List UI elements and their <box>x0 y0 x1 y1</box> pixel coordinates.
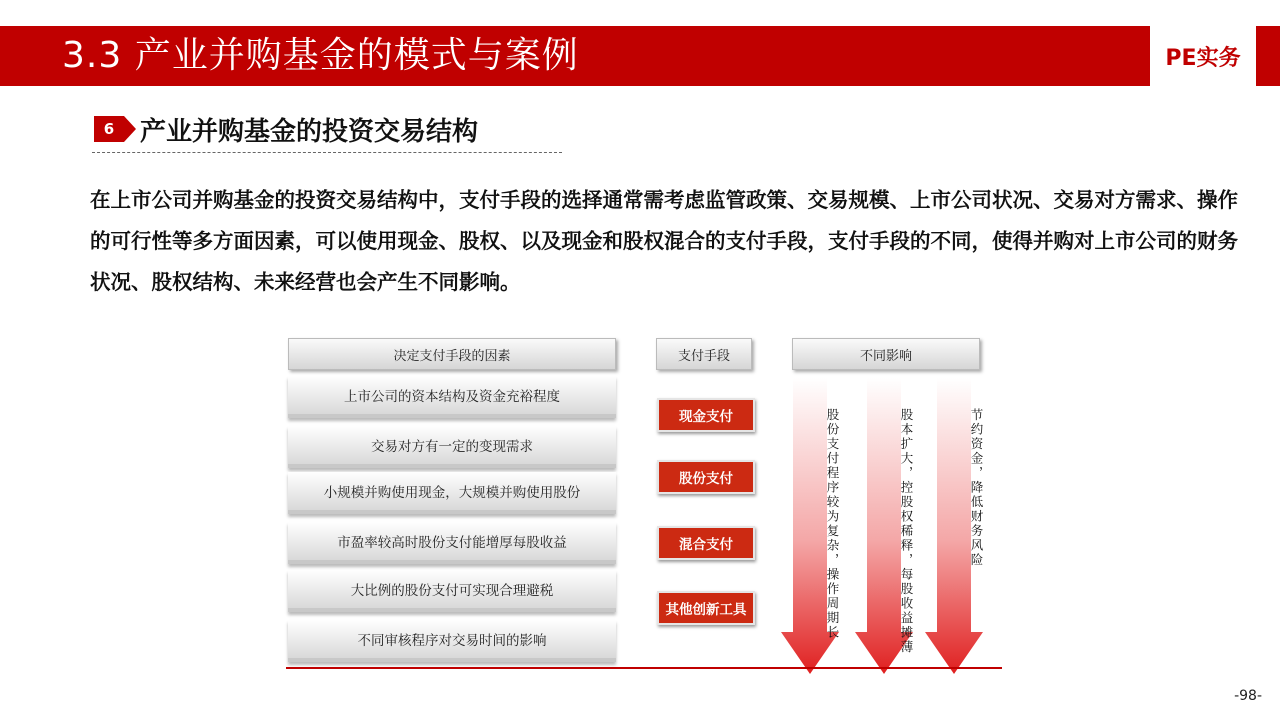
page-number: -98- <box>1234 688 1262 704</box>
method-mixed: 混合支付 <box>657 526 755 560</box>
factor-item: 市盈率较高时股份支付能增厚每股收益 <box>288 522 616 564</box>
body-paragraph: 在上市公司并购基金的投资交易结构中，支付手段的选择通常需考虑监管政策、交易规模、上市公司状况、交易对方需求、操作的可行性等多方面因素，可以使用现金、股权、以及现金和股权混合的支付手段，支付手段的不同，使得并购对上市公司的财务状况、股权结构、未来经营也会产生不同影响。 <box>90 188 1238 294</box>
header-methods: 支付手段 <box>656 338 752 370</box>
section-heading <box>92 112 562 153</box>
header-factors: 决定支付手段的因素 <box>288 338 616 370</box>
factor-item: 交易对方有一定的变现需求 <box>288 426 616 468</box>
factor-item: 不同审核程序对交易时间的影响 <box>288 620 616 662</box>
title-bar <box>0 26 1256 86</box>
diagram-baseline <box>286 667 1002 669</box>
impact-text: 股份支付程序较为复杂，操作周期长 <box>825 408 840 640</box>
impact-text: 节约资金，降低财务风险 <box>969 408 984 568</box>
impact-arrow-2 <box>855 378 913 674</box>
brand-logo: PE实务 <box>1150 26 1256 86</box>
factor-item: 大比例的股份支付可实现合理避税 <box>288 570 616 612</box>
impact-text: 股本扩大，控股权稀释，每股收益摊薄 <box>899 408 914 655</box>
factor-item: 小规模并购使用现金，大规模并购使用股份 <box>288 472 616 514</box>
header-impacts: 不同影响 <box>792 338 980 370</box>
factor-item: 上市公司的资本结构及资金充裕程度 <box>288 376 616 418</box>
title-bar-cap <box>1256 26 1280 86</box>
impact-arrow-1 <box>781 378 839 674</box>
method-cash: 现金支付 <box>657 398 755 432</box>
method-stock: 股份支付 <box>657 460 755 494</box>
method-innovative: 其他创新工具 <box>657 591 755 625</box>
slide-title: 3.3 产业并购基金的模式与案例 <box>62 35 579 76</box>
impact-arrow-3 <box>925 378 983 674</box>
section-number-badge: 6 <box>94 116 124 142</box>
section-title: 产业并购基金的投资交易结构 <box>140 117 479 147</box>
